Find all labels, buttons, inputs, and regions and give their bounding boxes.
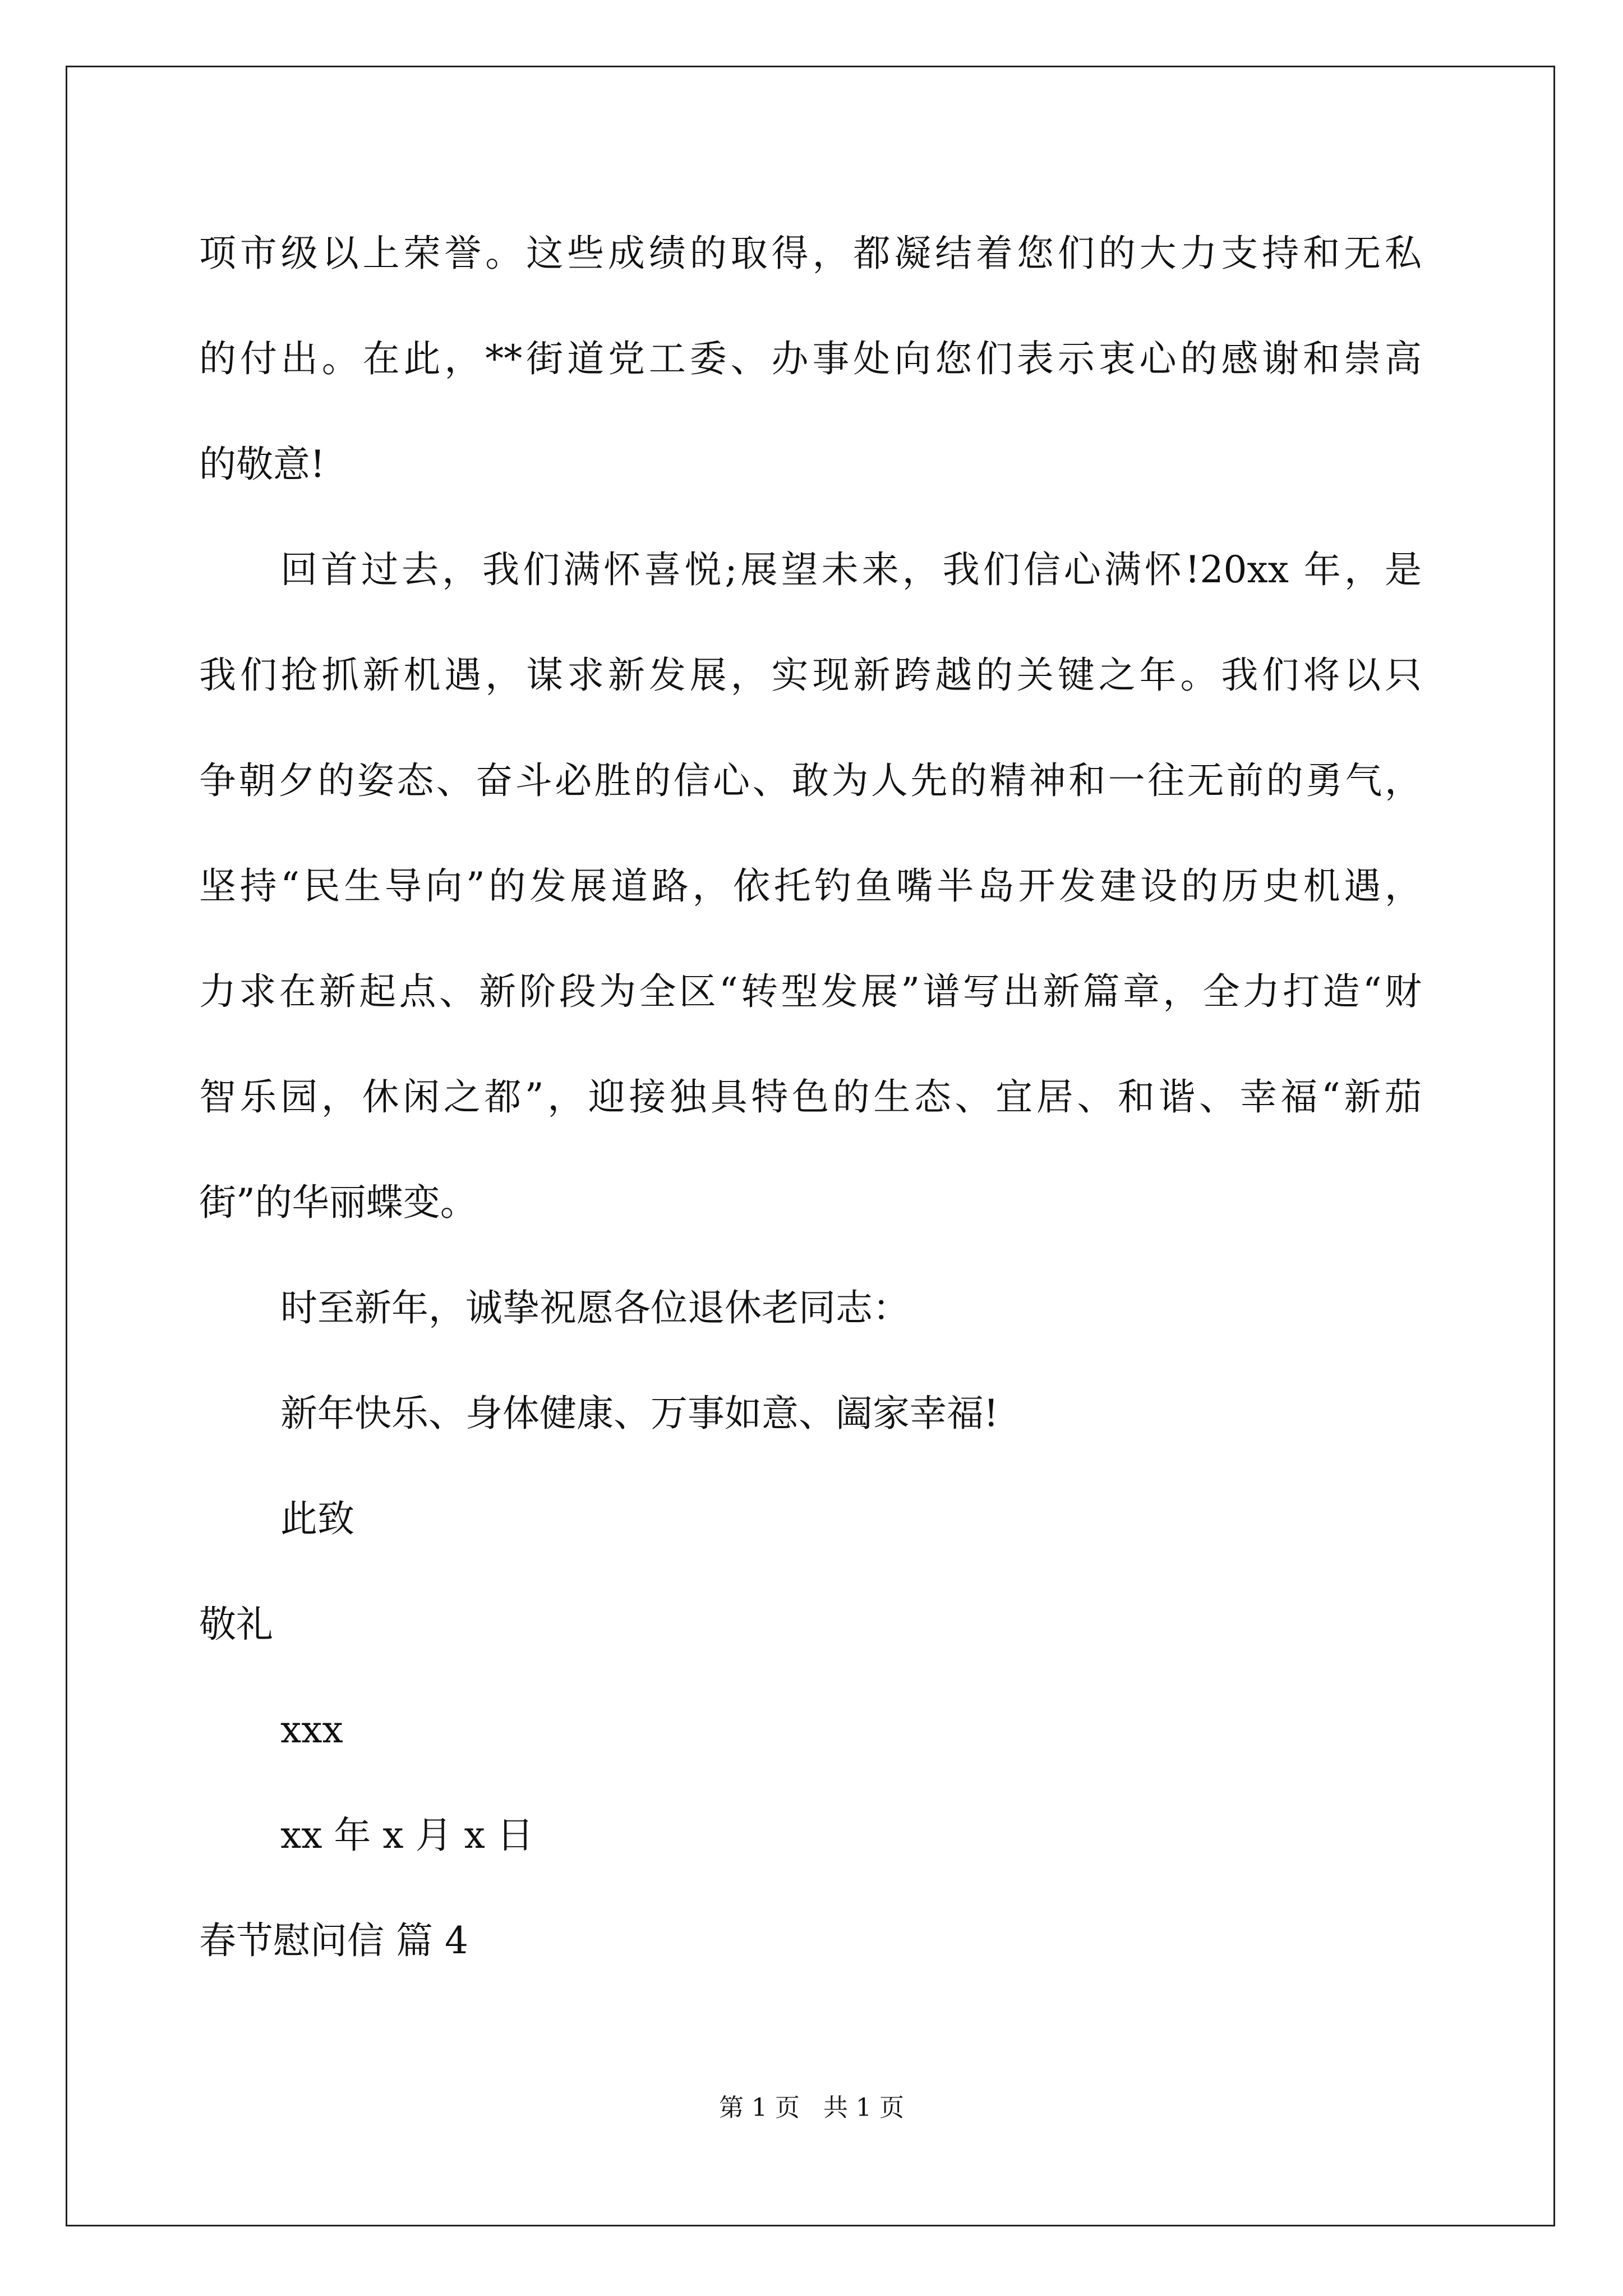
body-text-line: 我们抢抓新机遇，谋求新发展，实现新跨越的关键之年。我们将以只: [199, 654, 1422, 697]
body-text-line: 争朝夕的姿态、奋斗必胜的信心、敢为人先的精神和一往无前的勇气，: [199, 759, 1422, 802]
body-text-line: 智乐园，休闲之都”，迎接独具特色的生态、宜居、和谐、幸福“新茄: [199, 1075, 1422, 1119]
greeting-line: 时至新年，诚挚祝愿各位退休老同志：: [280, 1286, 910, 1329]
closing-cizhi: 此致: [280, 1497, 354, 1540]
body-text-line: 的敬意!: [199, 443, 325, 486]
signature-name: xxx: [280, 1708, 343, 1751]
closing-jingli: 敬礼: [199, 1603, 273, 1646]
body-text-line: 街”的华丽蝶变。: [199, 1181, 477, 1224]
wishes-line: 新年快乐、身体健康、万事如意、阖家幸福!: [280, 1392, 999, 1435]
section-heading: 春节慰问信 篇 4: [199, 1919, 468, 1962]
body-text-line: 力求在新起点、新阶段为全区“转型发展”谱写出新篇章，全力打造“财: [199, 970, 1422, 1013]
body-text-line: 的付出。在此，**街道党工委、办事处向您们表示衷心的感谢和崇高: [199, 337, 1422, 380]
page-footer: 第 1 页 共 1 页: [719, 2093, 904, 2122]
body-text-line: 坚持“民生导向”的发展道路，依托钓鱼嘴半岛开发建设的历史机遇，: [199, 864, 1422, 908]
signature-date: xx 年 x 月 x 日: [280, 1814, 534, 1857]
page-border: [66, 66, 1555, 2226]
paragraph-start-line: 回首过去，我们满怀喜悦;展望未来，我们信心满怀!20xx 年，是: [280, 548, 1422, 591]
body-text-line: 项市级以上荣誉。这些成绩的取得，都凝结着您们的大力支持和无私: [199, 232, 1422, 275]
